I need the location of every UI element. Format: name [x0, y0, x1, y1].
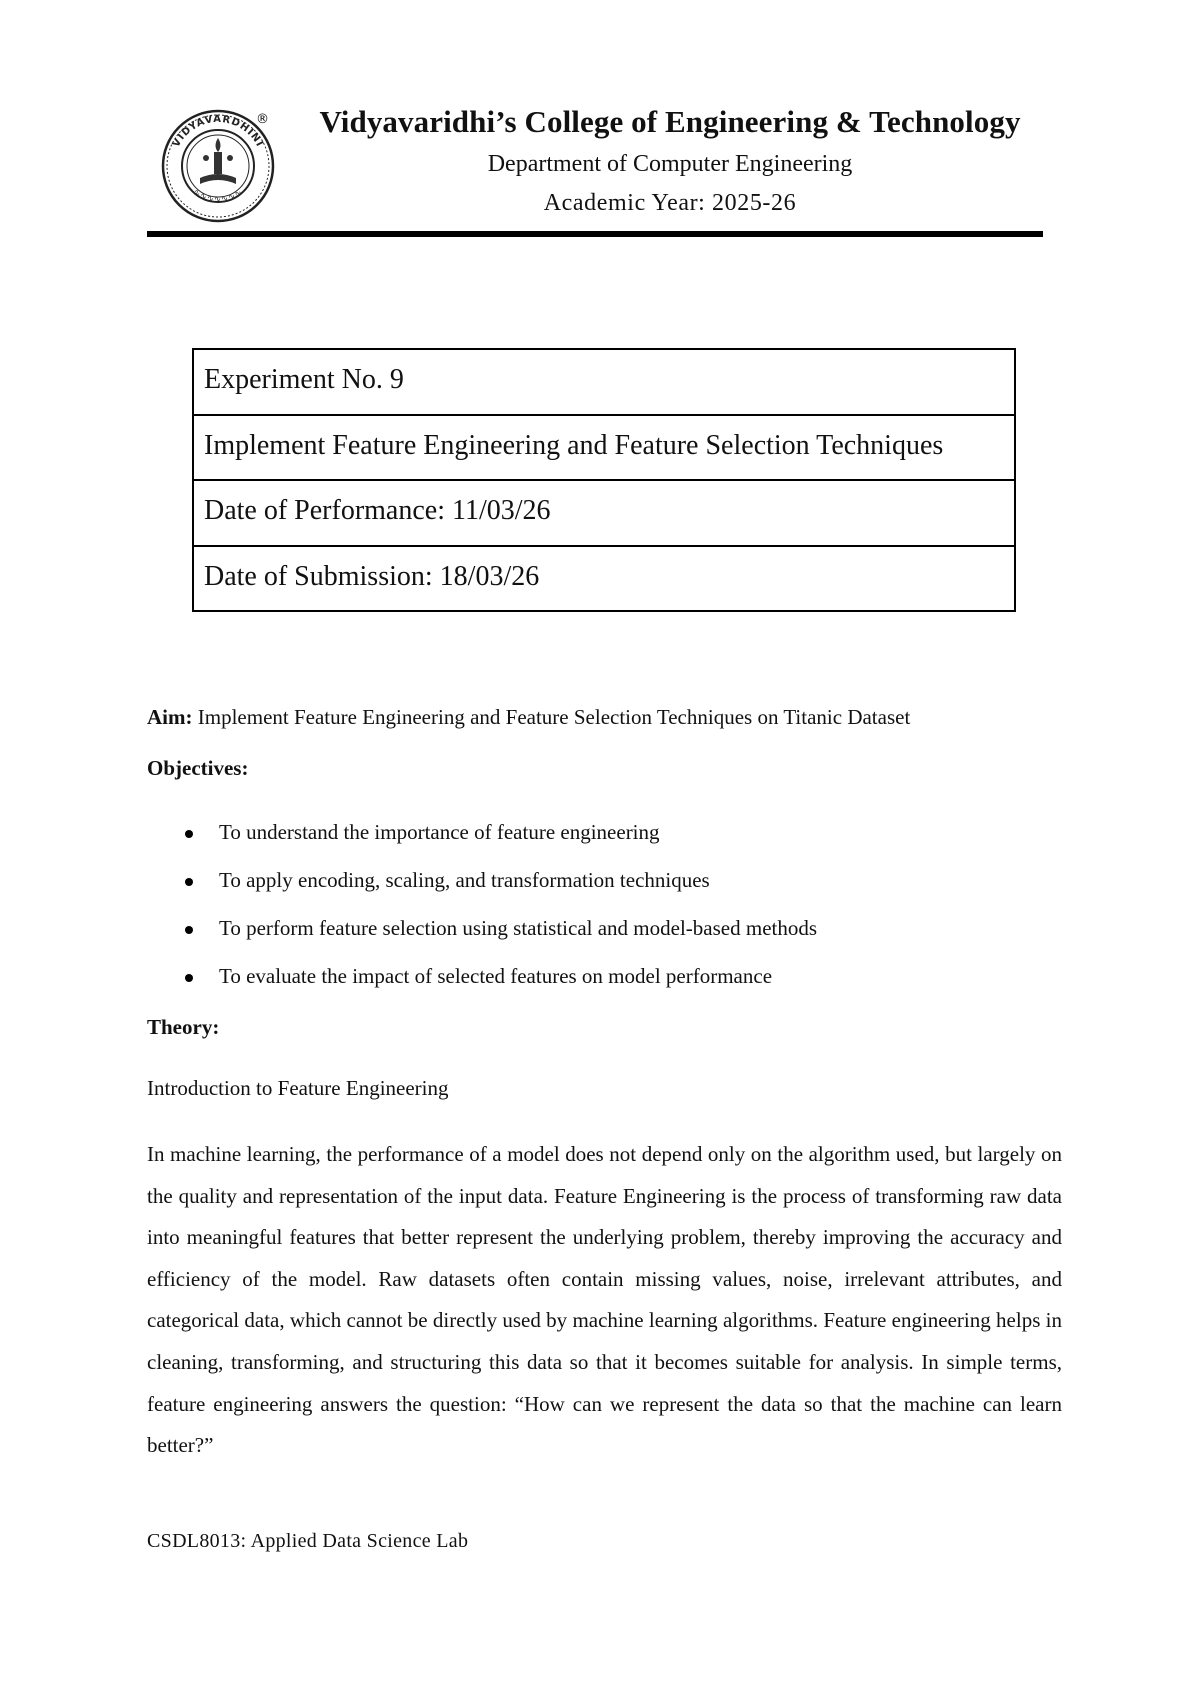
header-divider	[147, 231, 1043, 237]
page-footer: CSDL8013: Applied Data Science Lab	[147, 1530, 469, 1552]
academic-year: Academic Year: 2025-26	[543, 190, 797, 216]
aim-label: Aim:	[147, 705, 193, 729]
experiment-title: Implement Feature Engineering and Feature Selection Techniques	[193, 415, 1015, 481]
aim-section	[147, 705, 1067, 730]
registered-mark: ®	[256, 112, 269, 127]
bullet-icon	[185, 878, 193, 886]
bullet-icon	[185, 926, 193, 934]
list-item	[147, 820, 1067, 868]
college-name: Vidyavaridhi’s College of Engineering & Technology	[319, 104, 1021, 139]
table-row	[193, 349, 1015, 415]
table-row	[193, 480, 1015, 546]
table-row	[193, 415, 1015, 481]
experiment-number: Experiment No. 9	[193, 349, 1015, 415]
list-item	[147, 916, 1067, 964]
date-of-submission: Date of Submission: 18/03/26	[193, 546, 1015, 612]
bullet-icon	[185, 830, 193, 838]
theory-subheading: Introduction to Feature Engineering	[147, 1076, 449, 1100]
svg-text:∿∿∿∿∿∿∿: ∿∿∿∿∿∿∿	[191, 187, 245, 204]
experiment-info-table	[192, 348, 1016, 612]
table-row	[193, 546, 1015, 612]
list-item	[147, 868, 1067, 916]
objective-text: To perform feature selection using statistical and model-based methods	[219, 916, 818, 940]
department-name: Department of Computer Engineering	[487, 151, 853, 177]
objectives-heading: Objectives:	[147, 756, 249, 780]
theory-heading: Theory:	[147, 1015, 220, 1039]
list-item	[147, 964, 1067, 1012]
objective-text: To evaluate the impact of selected features on model performance	[219, 964, 773, 988]
objective-text: To understand the importance of feature engineering	[219, 820, 660, 844]
bullet-icon	[185, 974, 193, 982]
objective-text: To apply encoding, scaling, and transformation techniques	[219, 868, 710, 892]
aim-text: Implement Feature Engineering and Feature Selection Techniques on Titanic Dataset	[192, 705, 911, 729]
theory-paragraph: In machine learning, the performance of a model does not depend only on the algorithm used, but largely on the quality and representation of the input data. Feature Engineering is the process of transforming raw data into meaningful features that better represent the underlying problem, thereby improving the accuracy and efficiency of the model. Raw datasets often contain missing values, noise, irrelevant attributes, and categorical data, which cannot be directly used by machine learning algorithms. Feature engineering helps in cleaning, transforming, and structuring this data so that it becomes suitable for analysis. In simple terms, feature engineering answers the question: “How can we represent the data so that the machine can learn better?”	[147, 1142, 1062, 1458]
objectives-list	[147, 820, 1067, 1012]
date-of-performance: Date of Performance: 11/03/26	[193, 480, 1015, 546]
logo-text: VIDYAVARDHINI	[170, 113, 266, 150]
